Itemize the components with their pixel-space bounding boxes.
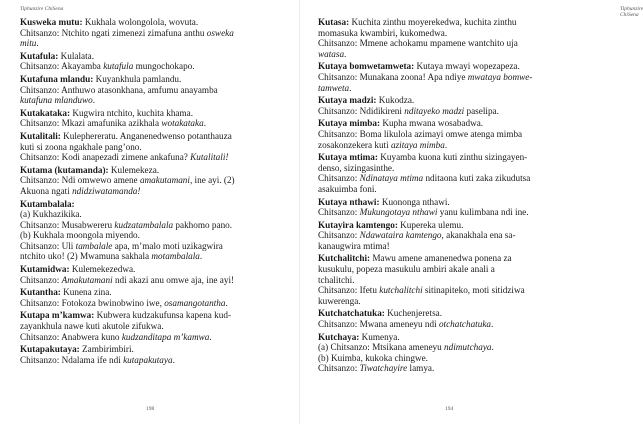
entry-text: pakhomo pano. [173, 219, 233, 230]
entry-line [318, 342, 586, 353]
example-emphasis: nditayeko madzi [404, 105, 465, 116]
entry-text: Chitsanzo: Mwana ameneyu ndi [318, 319, 439, 330]
entry-text: Kuyamba kuona kuti zinthu sizingayen- [377, 152, 528, 163]
entry-line [318, 253, 586, 264]
entry-text: Kukhala wolongolola, wovuta. [82, 17, 199, 27]
entry-text: Chitsanzo: Ntchito ngati zimenezi zimafuna anthu [20, 27, 207, 38]
entry-line [318, 220, 586, 231]
dictionary-entry [20, 264, 296, 285]
entry-text: . [491, 319, 494, 330]
headword: Kutchalitchi: [318, 253, 371, 264]
entry-line [318, 152, 586, 163]
entry-text: mungochokapo. [133, 61, 195, 72]
example-emphasis: kudzanditapa m’kamwa [121, 331, 210, 342]
entry-text: , ine ayi. (2) [189, 175, 235, 186]
entry-text: Kuononga nthawi. [379, 196, 450, 207]
headword: Kutchatchatuka: [318, 308, 385, 319]
entry-text: Kunena zina. [60, 287, 112, 298]
entry-text: . [344, 48, 347, 59]
entries-column [20, 17, 296, 367]
entry-line [20, 95, 296, 106]
headword: Kutchaya: [318, 331, 360, 342]
entry-text: Chitsanzo: Uli [20, 240, 76, 251]
entry-line [318, 363, 586, 374]
entry-text: . [36, 38, 39, 49]
entry-text: Kuchita zinthu moyerekedwa, kuchita zinthu [349, 17, 517, 27]
entry-text: Chitsanzo: Munakana zoona! Apa ndiye [318, 71, 468, 82]
entry-text: Chitsanzo: Mkazi amafunika azikhala [20, 118, 162, 129]
dictionary-entry [318, 197, 586, 218]
dictionary-entry [20, 344, 296, 365]
example-emphasis: ndimutchaya [444, 342, 492, 353]
example-emphasis: kutchalitchi [379, 285, 423, 296]
example-emphasis: Ndinataya mtima [359, 173, 424, 184]
entry-line [20, 85, 296, 96]
entry-text: . [349, 82, 352, 93]
headword: Kutafula: [20, 50, 59, 61]
dictionary-entry [318, 118, 586, 150]
entry-text: kuwerenga. [318, 295, 361, 306]
entry-line [20, 310, 296, 321]
entry-line [318, 61, 586, 72]
example-emphasis: Kutalitali! [190, 152, 229, 163]
example-emphasis: Tiwatchayire [359, 363, 408, 374]
entry-line [20, 264, 296, 275]
headword: Kutaya bomwetamweta: [318, 61, 415, 72]
dictionary-entry [20, 17, 296, 49]
dictionary-entry [318, 332, 586, 374]
entry-line [318, 230, 586, 241]
example-emphasis: kutafuna mlanduwo [20, 95, 93, 106]
example-emphasis: tamweta [318, 82, 350, 93]
entry-text: sitinapiteko, moti sitidziwa [422, 285, 525, 296]
entry-text: Kutaya mwayi wopezapeza. [414, 61, 520, 72]
entry-text: Chitsanzo: Ndi omwewo amene [20, 175, 140, 186]
headword: Kutafuna mlandu: [20, 73, 94, 84]
headword: Kutapa m’kamwa: [20, 310, 95, 321]
entry-line [318, 17, 586, 28]
entry-text: Chitsanzo: Anthuwo atasonkhana, amfumu anayamba [20, 84, 218, 95]
entry-text: asakuimba foni. [318, 183, 377, 194]
headword: Kusweka mutu: [20, 17, 83, 27]
entry-text: Kuyankhula pamlandu. [93, 73, 182, 84]
entry-text: . [444, 139, 448, 150]
entry-text: (a) Kukhazikika. [20, 209, 82, 220]
dictionary-entry [318, 253, 586, 306]
entry-line [318, 49, 586, 60]
entry-text: Chitsanzo: Ndidikireni [318, 105, 405, 116]
headword: Kutama (kutamanda): [20, 164, 109, 175]
entry-text: Chitsanzo: Fotokoza bwinobwino iwe, [20, 297, 165, 308]
entry-line [318, 184, 586, 195]
headword: Kutaya madzi: [318, 95, 377, 106]
entry-text: . [92, 95, 96, 106]
page-number: 198 [146, 406, 155, 412]
entry-text: Kupereka ulemu. [397, 219, 464, 230]
entry-line [20, 251, 296, 262]
entry-line [20, 287, 296, 298]
entry-text: (b) Kukhala moongola miyendo. [20, 230, 140, 241]
example-emphasis: watasa [318, 48, 345, 59]
headword: Kutantha: [20, 287, 61, 298]
entry-text: kanaugwira mtima! [318, 240, 390, 251]
entry-text: kusukulu, popeza masukulu ambiri akale anali a [318, 264, 495, 275]
entry-line [20, 209, 296, 220]
entry-text: Chitsanzo: [318, 363, 360, 374]
entry-text: Kumenya. [359, 331, 400, 342]
headword: Kutaya nthawi: [318, 196, 380, 207]
entry-text: , akanakhala ena sa- [441, 230, 516, 241]
entry-text: (b) Kuimba, kukoka chingwe. [318, 352, 428, 363]
entries-column [318, 17, 586, 376]
entry-line [318, 264, 586, 275]
entry-line [318, 106, 586, 117]
entry-line [318, 118, 586, 129]
entry-line [20, 61, 296, 72]
entry-line [20, 241, 296, 252]
entry-line [318, 308, 586, 319]
entry-line [318, 28, 586, 39]
entry-text: Kulemekeza. [108, 164, 160, 175]
entry-line [20, 321, 296, 332]
entry-text: Chitsanzo: Ifetu [318, 285, 380, 296]
entry-line [318, 197, 586, 208]
page-number: 194 [445, 406, 454, 412]
dictionary-entry [318, 95, 586, 116]
headword: Kutaya mtima: [318, 152, 378, 163]
entry-text: Chitsanzo: Musabwereru [20, 219, 115, 230]
entry-line [318, 95, 586, 106]
entry-text: Kulemekezedwa. [69, 264, 136, 275]
entry-text: Chitsanzo: [318, 207, 360, 218]
entry-text: ndi akazi anu omwe aja, ine ayi! [112, 274, 235, 285]
entry-text: denso, sizingasinthe. [318, 162, 395, 173]
running-head: Tiphunzire ChiSena [620, 6, 643, 18]
entry-line [318, 241, 586, 252]
entry-line [318, 173, 586, 184]
entry-line [20, 186, 296, 197]
entry-line [20, 131, 296, 142]
entry-text: Chitsanzo: [20, 274, 62, 285]
dictionary-entry [318, 61, 586, 93]
entry-text: Kupha mwana wosabadwa. [380, 118, 484, 129]
entry-line [318, 285, 586, 296]
dictionary-entry [318, 308, 586, 329]
entry-line [318, 353, 586, 364]
entry-text: tchalitchi. [318, 274, 355, 285]
example-emphasis: osamangotantha [164, 297, 226, 308]
entry-text: ntchito uko! (2) Mwamuna sakhala [20, 251, 152, 262]
dictionary-entry [20, 131, 296, 163]
example-emphasis: kudzatambalala [114, 219, 174, 230]
entry-line [20, 38, 296, 49]
entry-line [20, 17, 296, 28]
entry-line [20, 275, 296, 286]
entry-text: Kulephereratu. Anganenedwenso potanthauza [60, 130, 232, 141]
headword: Kutakataka: [20, 107, 71, 118]
entry-line [20, 220, 296, 231]
headword: Kutaya mimba: [318, 118, 381, 129]
entry-line [20, 298, 296, 309]
entry-line [318, 319, 586, 330]
dictionary-entry [20, 287, 296, 308]
entry-line [318, 275, 586, 286]
entry-line [318, 332, 586, 343]
entry-line [20, 230, 296, 241]
entry-text: paselipa. [464, 105, 499, 116]
entry-line [318, 140, 586, 151]
entry-line [318, 163, 586, 174]
example-emphasis: Mukungotaya nthawi [359, 207, 438, 218]
entry-text: kuti si zoona ngakhale pang’ono. [20, 141, 142, 152]
entry-line [20, 152, 296, 163]
entry-line [318, 296, 586, 307]
entry-text: . [203, 118, 206, 129]
entry-text: momasuka kwambiri, kukomedwa. [318, 27, 448, 38]
entry-text: . [491, 342, 494, 353]
entry-text: Akuona ngati [20, 185, 73, 196]
running-head: Tiphunzire ChiSena [20, 6, 64, 12]
entry-text: . [199, 251, 203, 262]
entry-line [20, 118, 296, 129]
entry-line [20, 108, 296, 119]
entry-text: Kuchenjeretsa. [384, 308, 443, 319]
example-emphasis: kutapakutaya [123, 354, 173, 365]
entry-text: Chitsanzo: Mmene achokamu mpamene wantchito uja [318, 38, 518, 49]
example-emphasis: wotakataka [161, 118, 204, 129]
dictionary-entry [318, 17, 586, 59]
example-emphasis: osweka [206, 27, 234, 38]
entry-line [318, 83, 586, 94]
headword: Kutamidwa: [20, 264, 70, 275]
entry-line [20, 142, 296, 153]
entry-text: Zambirimbiri. [79, 344, 134, 355]
entry-line [318, 72, 586, 83]
headword: Kutayira kamtengo: [318, 219, 398, 230]
entry-text: Chitsanzo: Kodi anapezadi zimene ankafuna? [20, 152, 191, 163]
entry-text: zayankhula nawe kuti akutole zifukwa. [20, 321, 164, 332]
entry-text: . [225, 297, 228, 308]
entry-line [318, 38, 586, 49]
entry-line [20, 51, 296, 62]
dictionary-entry [318, 152, 586, 194]
entry-text: Chitsanzo: [318, 173, 360, 184]
example-emphasis: mwataya bomwe- [467, 71, 533, 82]
entry-text: lamya. [407, 363, 435, 374]
dictionary-entry [20, 51, 296, 72]
entry-text: Kulalata. [58, 50, 95, 61]
example-emphasis: Amakutamani [61, 274, 113, 285]
dictionary-entry [20, 165, 296, 197]
example-emphasis: mitu [20, 38, 37, 49]
example-emphasis: Ndawataira kamtengo [359, 230, 442, 241]
example-emphasis: otchatchatuka [438, 319, 492, 330]
entry-text: . [209, 331, 212, 342]
example-emphasis: ndidziwatamanda! [72, 185, 141, 196]
headword: Kutasa: [318, 17, 350, 27]
entry-text: Mawu amene amanenedwa ponena za [370, 253, 512, 264]
entry-line [20, 165, 296, 176]
entry-text: (a) Chitsanzo: Mtsikana ameneyu [318, 342, 445, 353]
headword: Kutapakutaya: [20, 344, 80, 355]
entry-text: apa, m’malo moti uzikagwira [112, 240, 223, 251]
dictionary-entry [20, 74, 296, 106]
dictionary-entry [20, 310, 296, 342]
entry-line [20, 175, 296, 186]
entry-text: . [172, 354, 175, 365]
entry-line [318, 129, 586, 140]
left-page [0, 0, 300, 424]
entry-text: Chitsanzo: Ndalama ife ndi [20, 354, 124, 365]
entry-text: Chitsanzo: Boma likulola azimayi omwe atenga mimba [318, 128, 523, 139]
headword: Kutalitali: [20, 130, 61, 141]
headword: Kutambalala: [20, 198, 75, 209]
entry-line [20, 355, 296, 366]
example-emphasis: motambalala [151, 251, 200, 262]
entry-line [20, 332, 296, 343]
entry-line [20, 344, 296, 355]
dictionary-entry [318, 220, 586, 252]
entry-text: zosakonzekera kuti [318, 139, 391, 150]
entry-text: Chitsanzo: Akayamba [20, 61, 104, 72]
example-emphasis: azitaya mimba [390, 139, 445, 150]
example-emphasis: kutafula [103, 61, 134, 72]
entry-line [318, 207, 586, 218]
entry-text: nditaona kuti zaka zikudutsa [423, 173, 531, 184]
entry-text: Kukodza. [376, 95, 415, 106]
entry-text: Chitsanzo: [318, 230, 360, 241]
right-page [300, 0, 643, 424]
example-emphasis: tambalale [75, 240, 113, 251]
entry-text: Kugwira ntchito, kuchita khama. [70, 107, 194, 118]
example-emphasis: amakutamani [139, 175, 190, 186]
entry-line [20, 74, 296, 85]
entry-line [20, 28, 296, 39]
dictionary-entry [20, 199, 296, 263]
dictionary-entry [20, 108, 296, 129]
entry-line [20, 199, 296, 210]
entry-text: yanu kulimbana ndi ine. [437, 207, 529, 218]
entry-text: Chitsanzo: Anabwera kuno [20, 331, 122, 342]
entry-text: Kubwera kudzakufunsa kapena kud- [94, 310, 232, 321]
